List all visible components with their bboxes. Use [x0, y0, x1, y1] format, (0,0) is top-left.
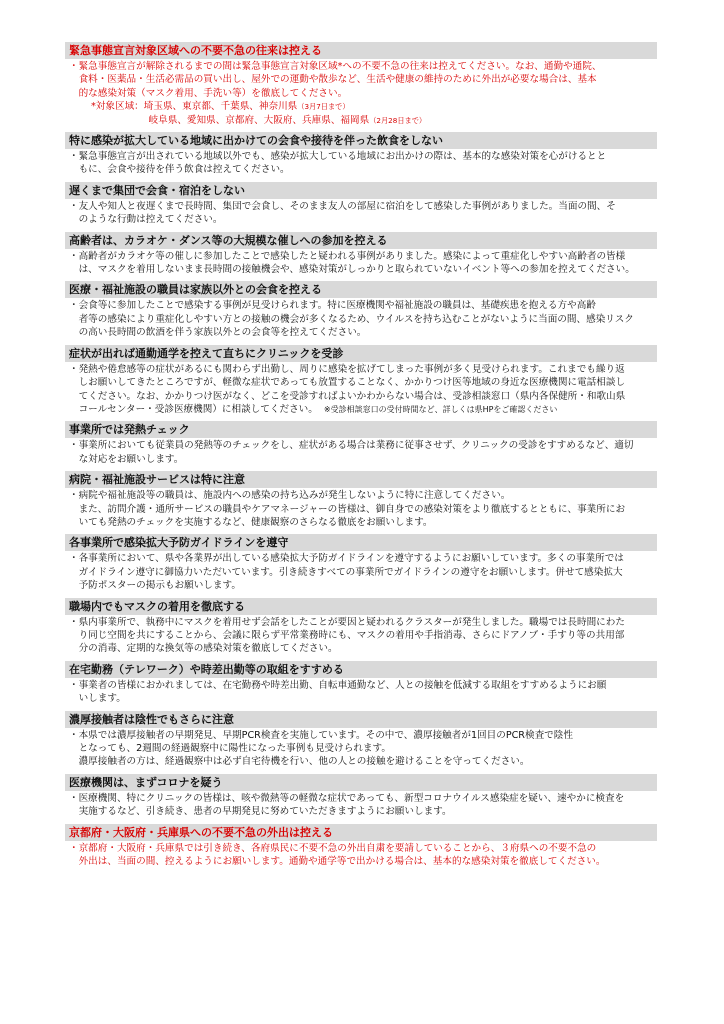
section-9: [65, 534, 657, 595]
body-line: また、訪問介護・通所サービスの職員やケアマネージャーの皆様は、御自身での感染対策をより徹底するとともに、事業所にお: [69, 503, 626, 515]
target-area-line: *対象区域：埼玉県、東京都、千葉県、神奈川県（3月7日まで）: [91, 101, 350, 113]
body-line: ・発熱や倦怠感等の症状があるにも関わらず出勤し、周りに感染を拡げてしまった事例が多く見受けられます。これまでも繰り返: [69, 363, 625, 375]
body-line: 実施するなど、引き続き、患者の早期発見に努めていただきますようにお願いします。: [69, 806, 452, 818]
body-line: 的な感染対策（マスク着用、手洗い等）を徹底してください。: [69, 87, 348, 99]
body-line: ・緊急事態宣言が解除されるまでの間は緊急事態宣言対象区域*への不要不急の往来は控えてください。なお、通勤や通院、: [69, 61, 602, 72]
section-4: [65, 232, 657, 280]
body-line: な対応をお願いします。: [69, 453, 184, 465]
section-title: 濃厚接触者は陰性でもさらに注意: [65, 711, 657, 728]
body-line: ・高齢者がカラオケ等の催しに参加したことで感染したと疑われる事例がありました。感染によって重症化しやすい高齢者の皆様: [69, 250, 626, 262]
section-title: 症状が出れば通勤通学を控えて直ちにクリニックを受診: [65, 345, 657, 362]
body-line: 者等の感染により重症化しやすい方との接触の機会が多くなるため、ウイルスを持ち込むことがないように当面の間、感染リスク: [69, 313, 634, 325]
section-3: [65, 182, 657, 230]
section-7: [65, 421, 657, 469]
section-body: [65, 791, 657, 822]
section-title: 医療機関は、まずコロナを疑う: [65, 774, 657, 791]
body-line: ガイドライン遵守に御協力いただいています。引き続きすべての事業所でガイドラインの遵守をお願いします。併せて感染拡大: [69, 566, 623, 578]
section-13: [65, 774, 657, 822]
section-body: [65, 298, 657, 342]
section-10: [65, 598, 657, 659]
body-line: てください。なお、かかりつけ医がなく、どこを受診すればよいかわからない場合は、受診相談窓口（県内各保健所・和歌山県: [69, 390, 626, 402]
section-6: [65, 345, 657, 420]
section-title: 職場内でもマスクの着用を徹底する: [65, 598, 657, 615]
section-title: 緊急事態宣言対象区域への不要不急の往来は控える: [65, 42, 657, 59]
body-line: ・事業所においても従業員の発熱等のチェックをし、症状がある場合は業務に従事させず、クリニックの受診をすすめるなど、適切: [69, 440, 634, 452]
consultation-note: ※受診相談窓口の受付時間など、詳しくは県HPをご確認ください: [323, 404, 558, 414]
body-line: 予防ポスターの掲示もお願いします。: [69, 580, 241, 592]
body-line: ・県内事業所で、執務中にマスクを着用せず会話をしたことが要因と疑われるクラスターが発生しました。職場では長時間にわた: [69, 616, 625, 628]
body-line: は、マスクを着用しないまま長時間の接触機会や、感染対策がしっかりと取られていないイベント等への参加を控えてください。: [69, 264, 635, 276]
body-line: ・友人や知人と夜遅くまで長時間、集団で会食し、そのまま友人の部屋に宿泊をして感染した事例がありました。当面の間、そ: [69, 200, 616, 212]
section-body: [65, 551, 657, 595]
section-body: [65, 728, 657, 772]
target-area-line: 岐阜県、愛知県、京都府、大阪府、兵庫県、福岡県（2月28日まで）: [91, 114, 427, 126]
section-title: 医療・福祉施設の職員は家族以外との会食を控える: [65, 281, 657, 298]
body-line: もに、会食や接待を伴う飲食は控えてください。: [69, 164, 290, 176]
body-line: の高い長時間の飲酒を伴う家族以外との会食等を控えてください。: [69, 327, 367, 339]
target-area-period: （3月7日まで）: [297, 102, 350, 112]
section-body: [65, 841, 657, 872]
body-line: ・本県では濃厚接触者の早期発見、早期PCR検査を実施しています。その中で、濃厚接触者が1回目のPCR検査で陰性: [69, 729, 573, 741]
section-title: 事業所では発熱チェック: [65, 421, 657, 438]
section-body: [65, 149, 657, 180]
section-11: [65, 661, 657, 709]
section-1: [65, 42, 657, 130]
section-body: [65, 362, 657, 420]
target-area-period: （2月28日まで）: [369, 115, 427, 125]
section-12: [65, 711, 657, 772]
body-line: 外出は、当面の間、控えるようにお願いします。通勤や通学等で出かける場合は、基本的な感染対策を徹底してください。: [69, 856, 606, 868]
section-title: 遅くまで集団で会食・宿泊をしない: [65, 182, 657, 199]
section-body: [65, 488, 657, 532]
section-title: 京都府・大阪府・兵庫県への不要不急の外出は控える: [65, 824, 657, 841]
section-title: 高齢者は、カラオケ・ダンス等の大規模な催しへの参加を控える: [65, 232, 657, 249]
section-14: [65, 824, 657, 872]
body-line: ・病院や福祉施設等の職員は、施設内への感染の持ち込みが発生しないように特に注意してください。: [69, 490, 511, 502]
body-line: しお願いしてきたところですが、軽微な症状であっても放置することなく、かかりつけ医等地域の身近な医療機関に電話相談し: [69, 377, 626, 389]
section-title: 各事業所で感染拡大予防ガイドラインを遵守: [65, 534, 657, 551]
section-title: 病院・福祉施設サービスは特に注意: [65, 471, 657, 488]
section-body: [65, 678, 657, 709]
body-line: ・緊急事態宣言が出されている地域以外でも、感染が拡大している地域にお出かけの際は、基本的な感染対策を心がけるとと: [69, 151, 607, 163]
body-line: となっても、2週間の経過観察中に陽性になった事例も見受けられます。: [69, 743, 391, 754]
notice-document: [65, 42, 657, 873]
section-title: 特に感染が拡大している地域に出かけての会食や接待を伴った飲食をしない: [65, 132, 657, 149]
body-line: ・会食等に参加したことで感染する事例が見受けられます。特に医療機関や福祉施設の職員は、基礎疾患を抱える方や高齢: [69, 300, 596, 312]
section-body: [65, 249, 657, 280]
body-line: り同じ空間を共にすることから、会議に限らず平常業務時にも、マスクの着用や手指消毒、さらにドアノブ・手すり等の共用部: [69, 629, 625, 641]
section-2: [65, 132, 657, 180]
section-body: [65, 59, 657, 130]
body-line: コールセンター・受診医療機関）に相談してください。 ※受診相談窓口の受付時間など、詳しくは県HPをご確認ください: [69, 403, 558, 415]
body-line: ・事業者の皆様におかれましては、在宅勤務や時差出勤、自転車通勤など、人との接触を低減する取組をすすめるようにお願: [69, 679, 607, 691]
body-line: ・各事業所において、県や各業界が出している感染拡大予防ガイドラインを遵守するようにお願いしています。多くの事業所では: [69, 553, 624, 565]
section-8: [65, 471, 657, 532]
section-title: 在宅勤務（テレワーク）や時差出勤等の取組をすすめる: [65, 661, 657, 678]
body-line: 食料・医薬品・生活必需品の買い出し、屋外での運動や散歩など、生活や健康の維持のために外出が必要な場合は、基本: [69, 74, 597, 86]
body-line: いします。: [69, 693, 126, 705]
body-line: いても発熱のチェックを実施するなど、健康観察のさらなる徹底をお願いします。: [69, 516, 433, 528]
body-line: 分の消毒、定期的な換気等の感染対策を徹底してください。: [69, 643, 338, 655]
body-line: 濃厚接触者の方は、経過観察中は必ず自宅待機を行い、他の人との接触を避けることを守ってください。: [69, 756, 530, 768]
body-line: ・医療機関、特にクリニックの皆様は、咳や微熱等の軽微な症状であっても、新型コロナウイルス感染症を疑い、速やかに検査を: [69, 792, 625, 804]
section-5: [65, 281, 657, 342]
body-line: のような行動は控えてください。: [69, 214, 223, 226]
section-body: [65, 438, 657, 469]
body-line: ・京都府・大阪府・兵庫県では引き続き、各府県民に不要不急の外出自粛を要請していることから、３府県への不要不急の: [69, 842, 597, 854]
section-body: [65, 615, 657, 659]
section-body: [65, 199, 657, 230]
